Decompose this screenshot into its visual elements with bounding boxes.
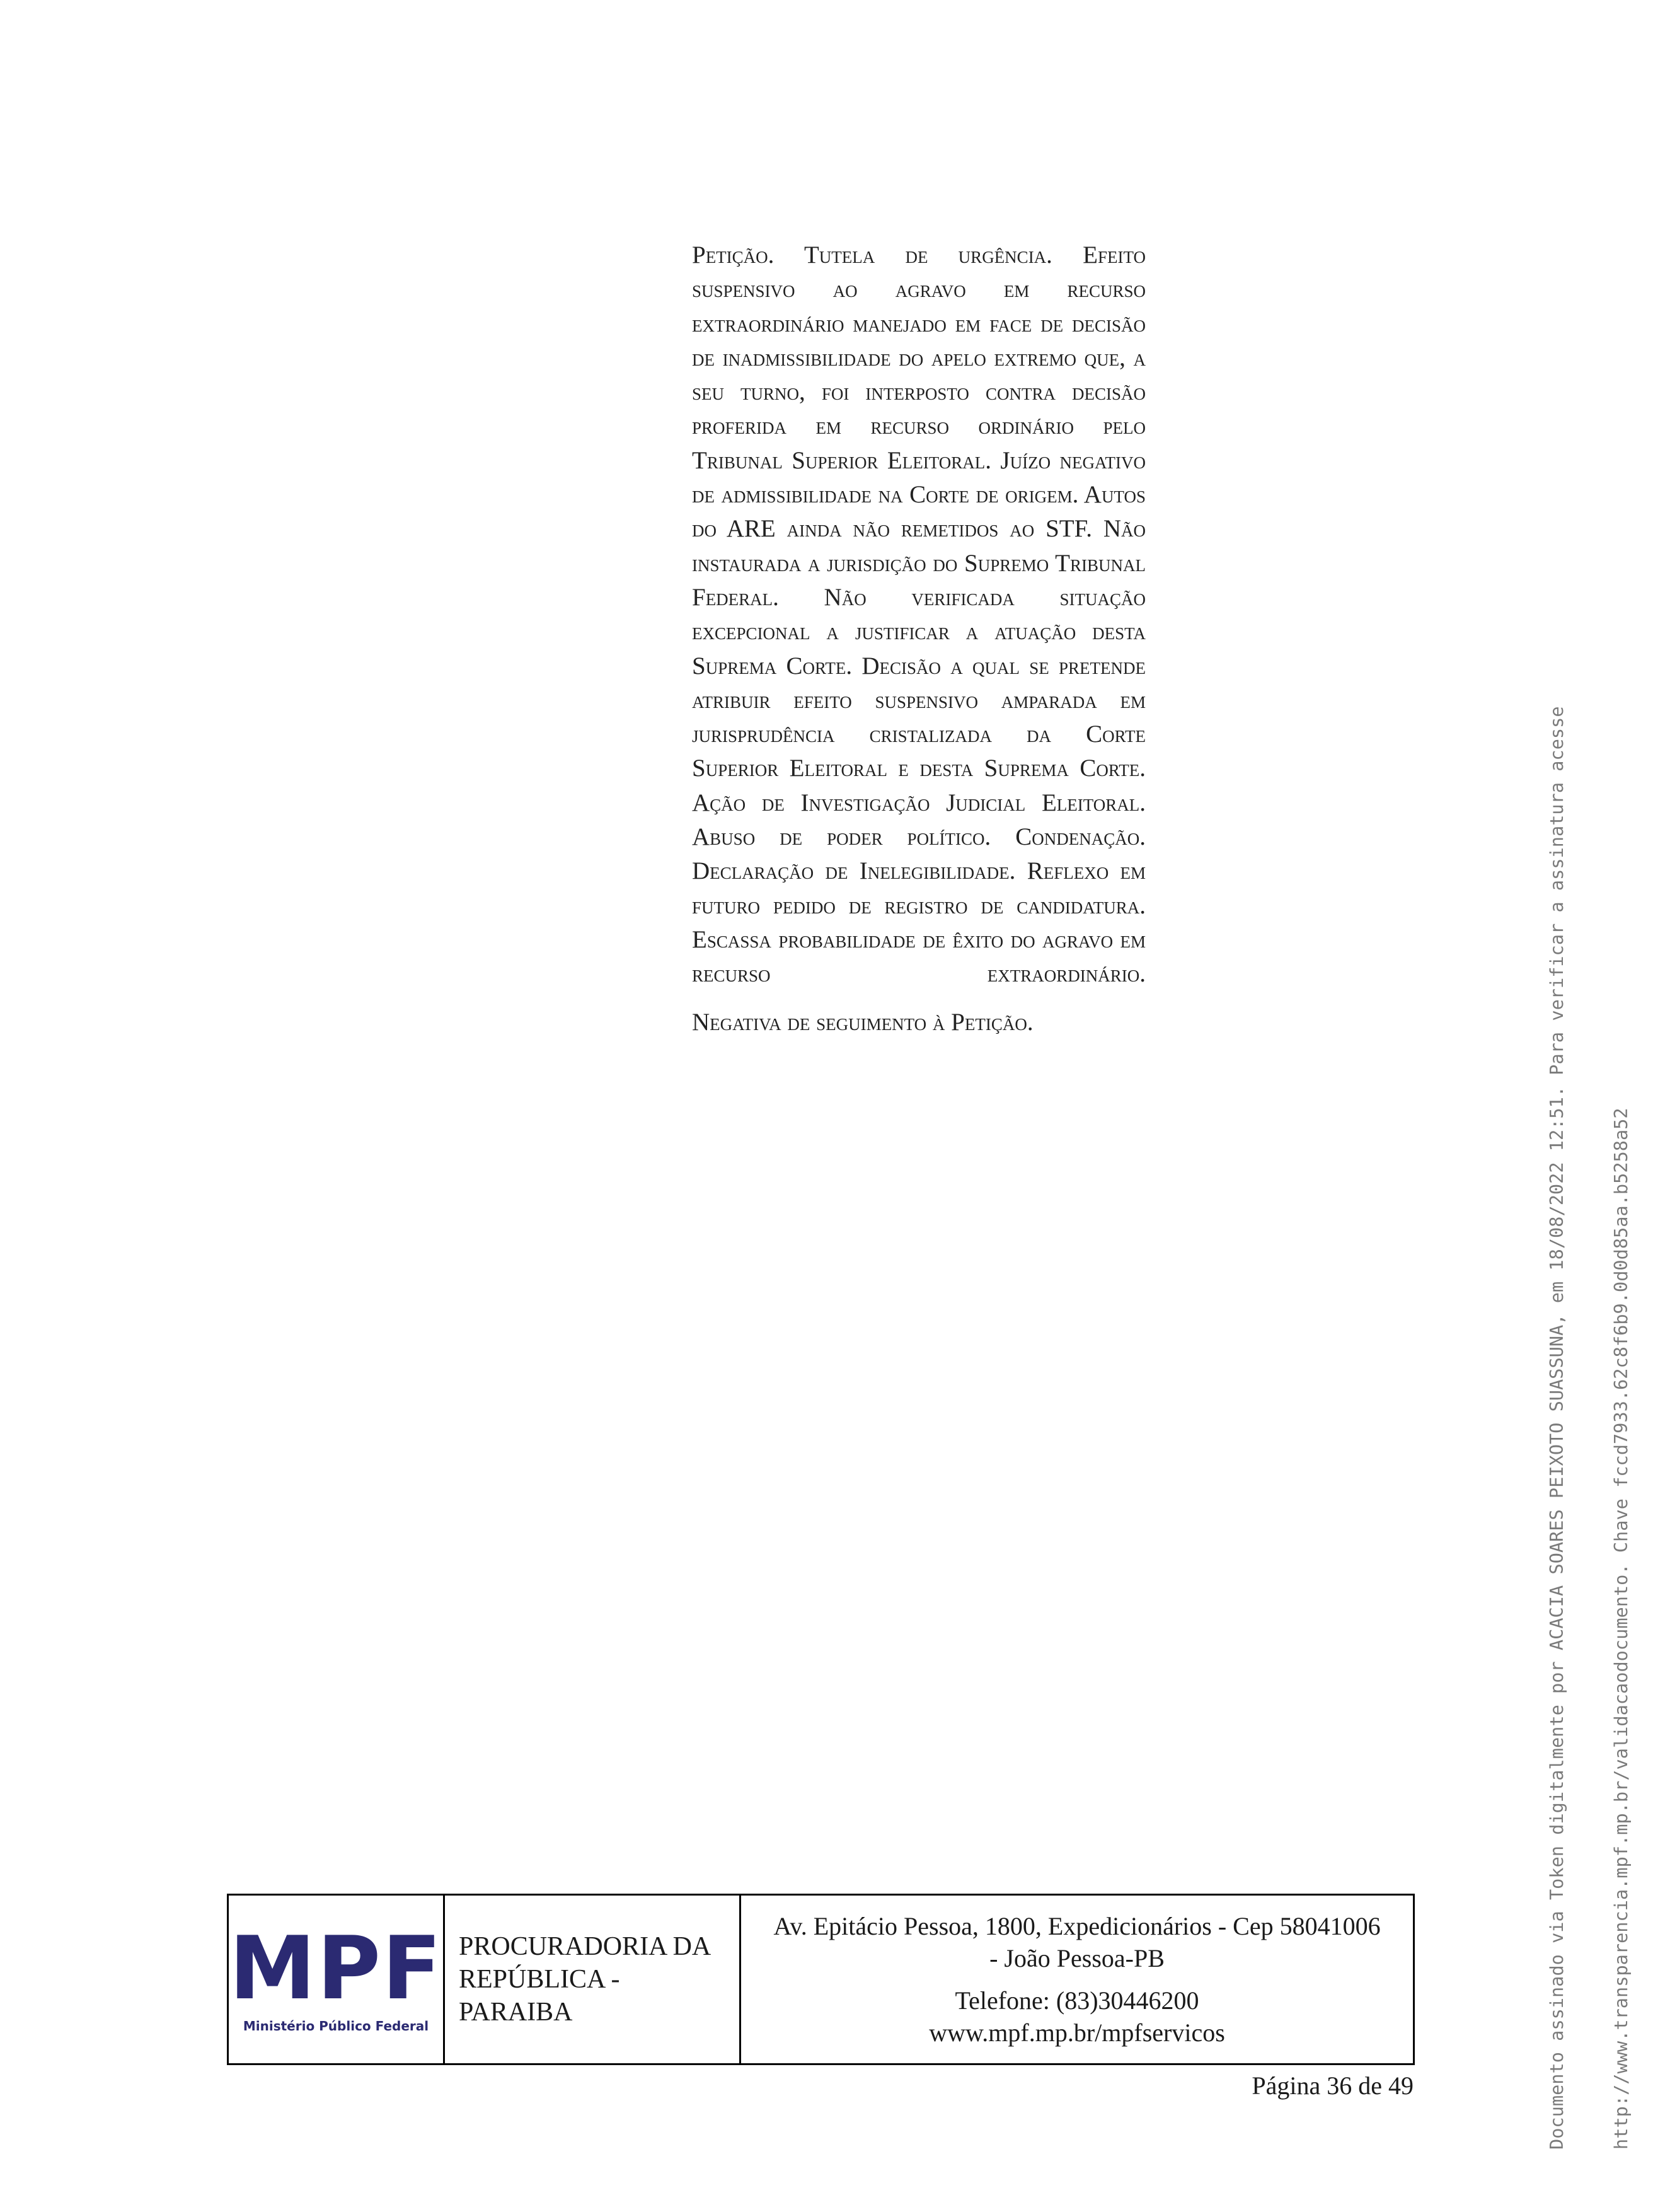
signature-stamp	[1503, 706, 1653, 2150]
ementa-text: Petição. Tutela de urgência. Efeito suspensivo ao agravo em recurso extraordinário manejado em face de decisão de inadmissibilidade do apelo extremo que, a seu turno, foi interposto contra decisão proferida em recurso ordinário pelo Tribunal Superior Eleitoral. Juízo negativo de admissibilidade na Corte de origem. Autos do ARE ainda não remetidos ao STF. Não instaurada a jurisdição do Supremo Tribunal Federal. Não verificada situação excepcional a justificar a atuação desta Suprema Corte. Decisão a qual se pretende atribuir efeito suspensivo amparada em jurisprudência cristalizada da Corte Superior Eleitoral e desta Suprema Corte. Ação de Investigação Judicial Eleitoral. Abuso de poder político. Condenação. Declaração de Inelegibilidade. Reflexo em futuro pedido de registro de candidatura. Escassa probabilidade de êxito do agravo em recurso extraordinário.	[692, 241, 1146, 988]
address-cell	[741, 1896, 1413, 2063]
mpf-logo	[229, 1896, 445, 2063]
footer-table	[227, 1894, 1415, 2065]
signature-stamp-line-1: Documento assinado via Token digitalmente por ACACIA SOARES PEIXOTO SUASSUNA, em 18/08/2022 12:51. Para verificar a assinatura acesse	[1546, 706, 1567, 2150]
ementa-conclusion: Negativa de seguimento à Petição.	[692, 1008, 1034, 1036]
ementa-block	[692, 238, 1146, 1039]
website-link[interactable]: www.mpf.mp.br/mpfservicos	[929, 2018, 1225, 2047]
signature-stamp-line-2: http://www.transparencia.mpf.mp.br/validacaodocumento. Chave fccd7933.62c8f6b9.0d0d85aa.b5258a52	[1610, 1108, 1632, 2150]
page-number: Página 36 de 49	[1252, 2071, 1414, 2100]
phone-number: Telefone: (83)30446200	[955, 1986, 1199, 2015]
address-line-1: Av. Epitácio Pessoa, 1800, Expedicionários - Cep 58041006	[773, 1912, 1381, 1940]
mpf-logo-subtitle: Ministério Público Federal	[243, 2018, 429, 2034]
unit-name: PROCURADORIA DA REPÚBLICA - PARAIBA	[459, 1932, 710, 2027]
mpf-logo-text: MPF	[229, 1918, 443, 2019]
unit-cell	[445, 1896, 741, 2063]
address-line-2: - João Pessoa-PB	[989, 1944, 1165, 1972]
